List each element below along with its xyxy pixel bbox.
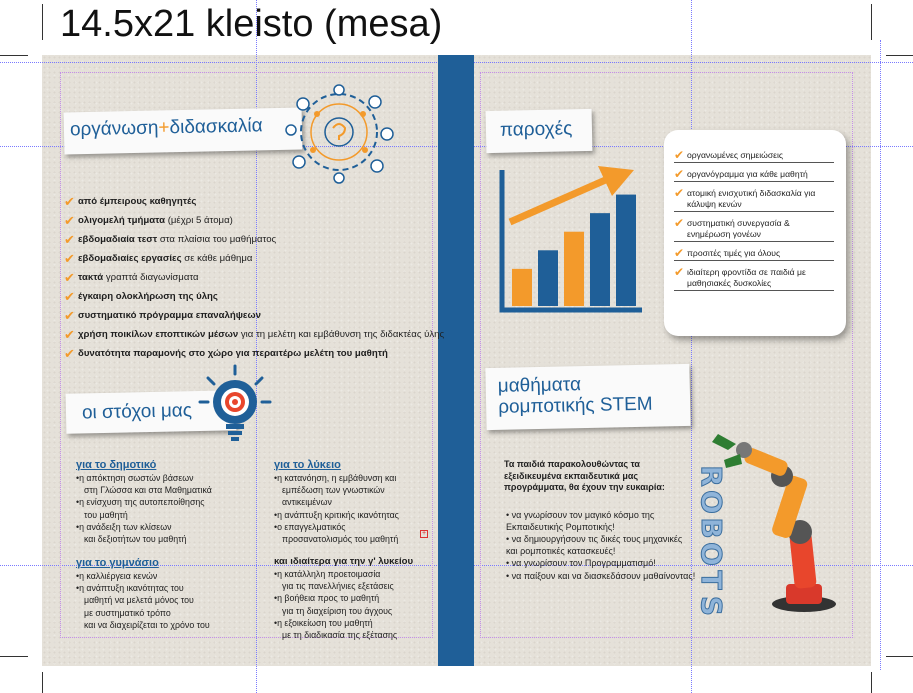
organization-item [64, 329, 444, 341]
organization-item-bold: ολιγομελή τμήματα [78, 215, 166, 226]
target-lightbulb-icon [196, 364, 274, 444]
organization-item [64, 196, 444, 208]
robot-arm-illustration [682, 420, 844, 620]
organization-item-text [78, 310, 261, 322]
check-icon: ✔ [64, 232, 75, 247]
organization-item-bold: τακτά [78, 272, 104, 283]
organization-title-banner [64, 108, 303, 155]
goal-item: •η κατανόηση, η εμβάθυνση και [274, 473, 397, 483]
goal-item: •η ανάπτυξη ικανότητας του [76, 583, 184, 594]
lyceum-title: για το λύκειο [274, 459, 341, 471]
robots-letter: O [695, 490, 728, 514]
robots-letter: O [695, 542, 728, 566]
service-item [674, 246, 834, 261]
organization-item-bold: εβδομαδιαία τεστ [78, 234, 158, 245]
services-title-banner [486, 109, 593, 153]
check-icon: ✔ [674, 246, 685, 260]
service-item-text: συστηματική συνεργασία & ενημέρωση γονέων [687, 218, 790, 239]
stem-list [506, 510, 696, 583]
crop-mark [0, 656, 28, 657]
chart-bar [512, 269, 532, 306]
check-icon: ✔ [64, 213, 75, 228]
robots-letter: R [695, 465, 728, 487]
goal-item: •η κατάλληλη προετοιμασία [274, 569, 381, 579]
organization-title-part2: διδασκαλία [169, 115, 263, 139]
crop-mark [42, 4, 43, 40]
service-item [674, 265, 834, 291]
goal-item: •η εξοικείωση του μαθητή [274, 617, 373, 628]
organization-item [64, 272, 444, 284]
stem-item: • να παίξουν και να διασκεδάσουν μαθαίνοντας! [506, 570, 696, 581]
network-brain-icon [283, 84, 395, 184]
goal-item: •η απόκτηση σωστών βάσεων [76, 473, 194, 483]
primary-school-title: για το δημοτικό [76, 459, 157, 471]
crop-mark [886, 55, 913, 56]
service-item-text: οργανόγραμμα για κάθε μαθητή [687, 169, 808, 179]
organization-title-plus: + [158, 117, 170, 139]
organization-item-text [78, 348, 388, 360]
crop-mark [886, 656, 913, 657]
goal-item: μαθητή να μελετά μόνος του [84, 595, 194, 606]
service-item-text: ιδιαίτερη φροντίδα σε παιδιά με μαθησιακές δυσκολίες [687, 267, 806, 288]
goal-item: •η καλλιέργεια κενών [76, 571, 158, 581]
check-icon: ✔ [64, 308, 75, 323]
organization-item-bold: συστηματικό πρόγραμμα επαναλήψεων [78, 310, 261, 321]
organization-item [64, 253, 444, 265]
goal-item: •ο επαγγελματικός [274, 521, 346, 532]
organization-item-text [78, 234, 276, 246]
organization-item [64, 310, 444, 322]
goal-item: και δεξιοτήτων του μαθητή [84, 534, 187, 545]
organization-item-text [78, 215, 233, 227]
organization-item-bold: από έμπειρους καθηγητές [78, 196, 197, 207]
chart-bar [538, 250, 558, 306]
check-icon: ✔ [674, 216, 685, 230]
service-item-text: ατομική ενισχυτική διδασκαλία για κάλυψη κενών [687, 188, 816, 209]
check-icon: ✔ [64, 289, 75, 304]
service-item [674, 167, 834, 182]
goal-item: και να διαχειρίζεται το χρόνο του [84, 619, 210, 630]
goal-item: •η ανάπτυξη κριτικής ικανότητας [274, 509, 399, 520]
organization-item-text [78, 291, 218, 303]
organization-title-part1: οργάνωση [69, 117, 159, 141]
lyceum-list [274, 473, 399, 546]
service-item [674, 148, 834, 163]
gymnasium-title: για το γυμνάσιο [76, 557, 159, 569]
organization-item-rest: για τη μελέτη και εμβάθυνση της διδακτέας ύλης [238, 329, 445, 340]
organization-item-rest: γραπτά διαγωνίσματα [103, 272, 199, 283]
goal-item: αντικειμένων [282, 497, 332, 508]
services-list [674, 148, 834, 295]
organization-list [64, 196, 444, 367]
organization-item-rest: στα πλαίσια του μαθήματος [157, 234, 277, 245]
goals-title: οι στόχοι μας [81, 400, 193, 424]
service-item [674, 186, 834, 212]
organization-title [70, 115, 263, 140]
organization-item-bold: δυνατότητα παραμονής στο χώρο για περαιτέρω μελέτη του μαθητή [78, 348, 388, 359]
check-icon: ✔ [64, 270, 75, 285]
stem-title-banner [485, 364, 690, 430]
organization-item-bold: χρήση ποικίλων εποπτικών μέσων [78, 329, 239, 340]
organization-item-text [78, 253, 252, 265]
organization-item-text [78, 196, 196, 208]
robots-word [695, 465, 728, 616]
gymnasium-list [76, 571, 210, 632]
stem-item: • να γνωρίσουν τον Προγραμματισμό! [506, 558, 656, 568]
stem-title-line2: ρομποτικής STEM [497, 393, 653, 418]
check-icon: ✔ [674, 167, 685, 181]
organization-item-bold: έγκαιρη ολοκλήρωση της ύλης [78, 291, 218, 302]
primary-school-list [76, 473, 212, 546]
check-icon: ✔ [674, 265, 685, 279]
goal-item: με τη διαδικασία της εξέτασης [282, 630, 398, 641]
stem-item: • να δημιουργήσουν τις δικές τους μηχανικές και ρομποτικές κατασκευές! [506, 534, 683, 556]
stem-intro-text: Τα παιδιά παρακολουθώντας τα εξειδικευμένα εκπαιδευτικά μας προγράμματα, θα έχουν την ευκαιρία: [504, 459, 665, 492]
goal-item: με συστηματικό τρόπο [84, 607, 171, 618]
service-item-text: οργανωμένες σημειώσεις [687, 150, 784, 160]
goal-item: του μαθητή [84, 509, 128, 520]
check-icon: ✔ [674, 148, 685, 162]
organization-item [64, 215, 444, 227]
guide-line [880, 40, 881, 670]
stem-title-line1: μαθήματα [497, 374, 582, 397]
organization-item [64, 234, 444, 246]
growth-bar-chart [494, 160, 644, 316]
check-icon: ✔ [64, 194, 75, 209]
overflow-marker: + [421, 530, 427, 537]
organization-item-rest: σε κάθε μάθημα [181, 253, 253, 264]
chart-bar [616, 195, 636, 306]
organization-item-text [78, 272, 199, 284]
stem-intro [504, 459, 684, 494]
robots-letter: B [695, 517, 728, 539]
check-icon: ✔ [64, 327, 75, 342]
organization-item-bold: εβδομαδιαίες εργασίες [78, 253, 182, 264]
check-icon: ✔ [674, 186, 685, 200]
chart-bar [564, 232, 584, 306]
chart-bar [590, 213, 610, 306]
services-card [664, 130, 846, 336]
goal-item: για τη διαχείριση του άγχους [282, 605, 393, 616]
robots-letter: T [695, 570, 728, 590]
robots-letter: S [695, 595, 728, 617]
goal-item: στη Γλώσσα και στα Μαθηματικά [84, 485, 212, 496]
goal-item: •η ανάδειξη των κλίσεων [76, 521, 172, 532]
crop-mark [0, 55, 28, 56]
services-title: παροχές [499, 118, 573, 141]
crop-mark [871, 4, 872, 40]
goal-item: προσανατολισμός του μαθητή [282, 534, 399, 545]
check-icon: ✔ [64, 346, 75, 361]
document-title: 14.5x21 kleisto (mesa) [60, 3, 443, 45]
service-item [674, 216, 834, 242]
stem-item: • να γνωρίσουν τον μαγικό κόσμο της Εκπαιδευτικής Ρομποτικής! [506, 510, 655, 532]
check-icon: ✔ [64, 251, 75, 266]
crop-mark [42, 672, 43, 693]
goal-item: για τις πανελλήνιες εξετάσεις [282, 581, 394, 592]
organization-item [64, 291, 444, 303]
organization-item-rest: (μέχρι 5 άτομα) [165, 215, 233, 226]
goal-item: •η βοήθεια προς το μαθητή [274, 593, 380, 604]
goal-item: •η ενίσχυση της αυτοπεποίθησης [76, 497, 205, 508]
goal-item: εμπέδωση των γνωστικών [282, 485, 385, 496]
crop-mark [871, 672, 872, 693]
organization-item [64, 348, 444, 360]
service-item-text: προσιτές τιμές για όλους [687, 248, 781, 258]
lyceum-c-title: και ιδιαίτερα για την γ' λυκείου [274, 556, 414, 567]
lyceum-c-list [274, 569, 397, 642]
organization-item-text [78, 329, 444, 341]
